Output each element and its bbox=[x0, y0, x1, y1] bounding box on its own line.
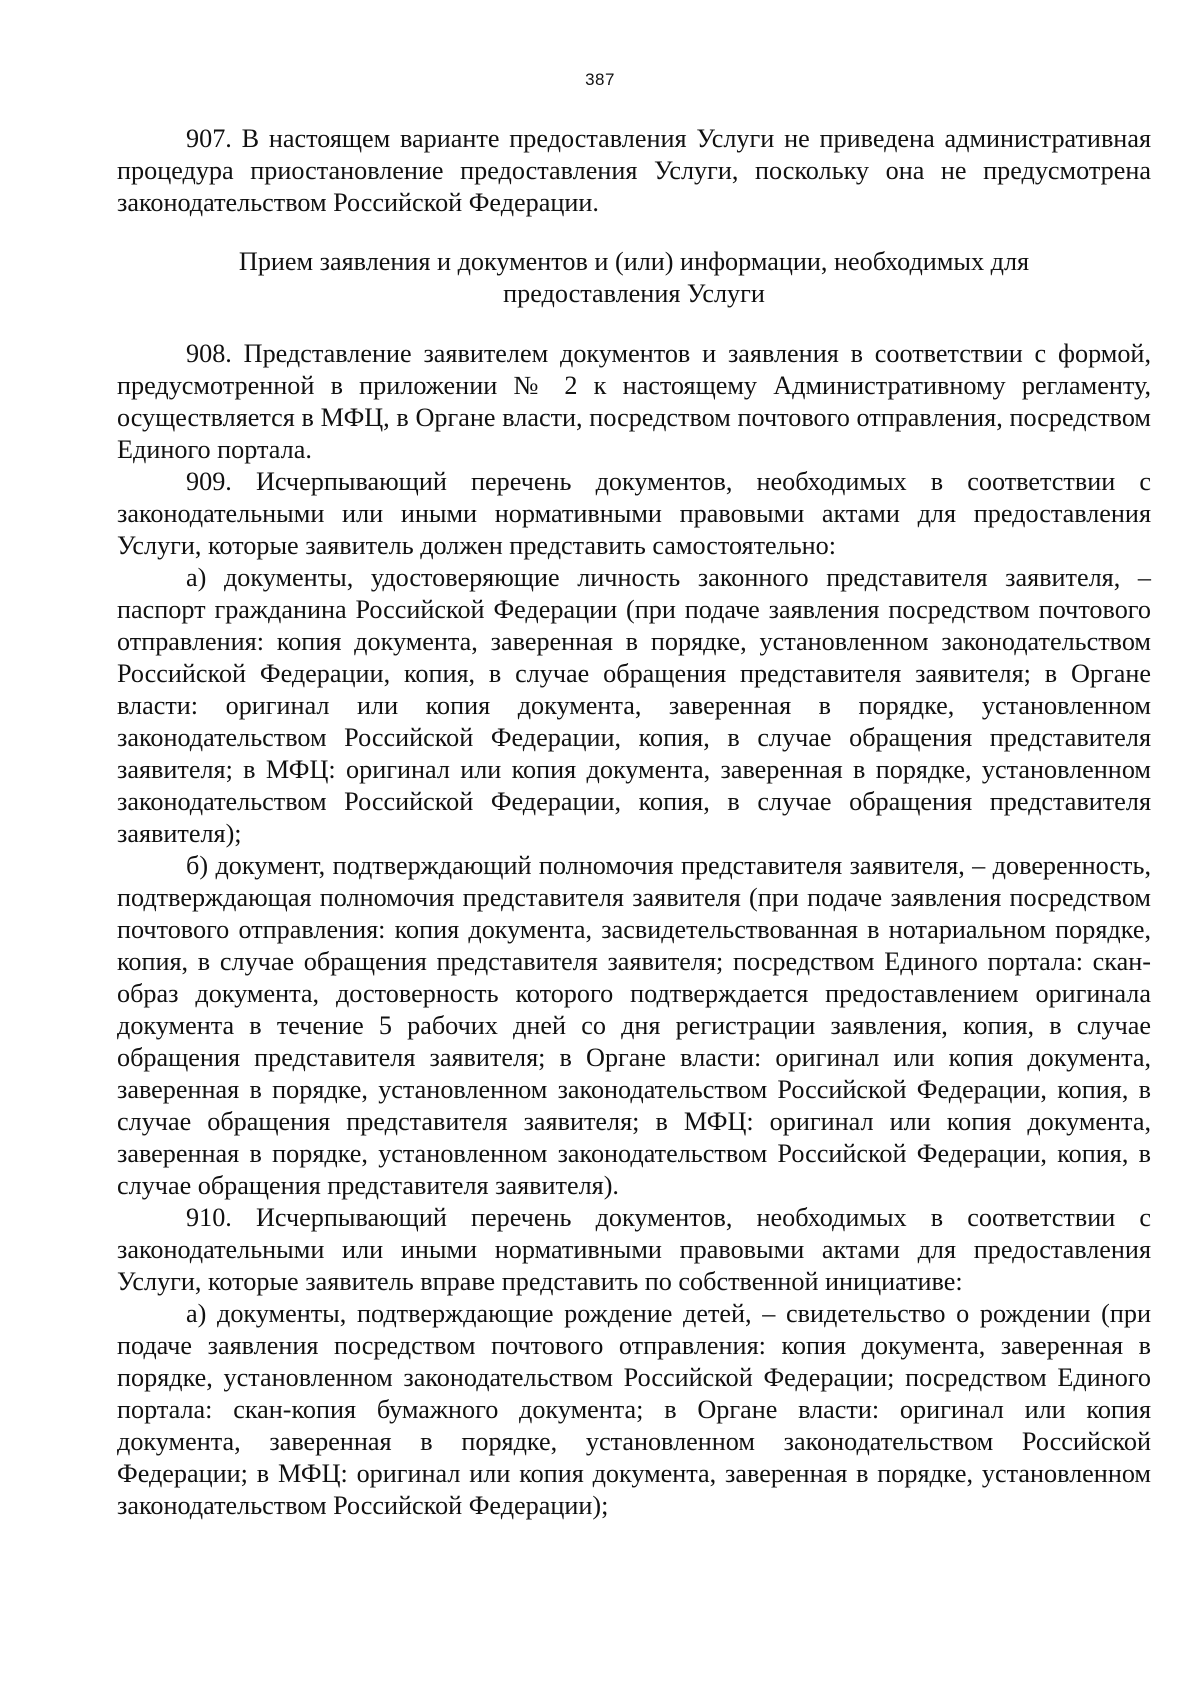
paragraph-910: 910. Исчерпывающий перечень документов, необходимых в соответствии с законодательными или иными нормативными правовыми актами для предоставления Услуги, которые заявитель вправе представить по собственной инициативе: bbox=[117, 1203, 1151, 1296]
page-number: 387 bbox=[585, 70, 615, 89]
paragraph-910-a: а) документы, подтверждающие рождение детей, – свидетельство о рождении (при подаче заявления посредством почтового отправления: копия документа, заверенная в порядке, установленном законодательством Российской Федерации; посредством Единого портала: скан-копия бумажного документа; в Органе власти: оригинал или копия документа, заверенная в порядке, установленном законодательством Российской Федерации; в МФЦ: оригинал или копия документа, заверенная в порядке, установленном законодательством Российской Федерации); bbox=[117, 1299, 1151, 1520]
paragraph-909-a: а) документы, удостоверяющие личность законного представителя заявителя, – паспорт гражданина Российской Федерации (при подаче заявления посредством почтового отправления: копия документа, заверенная в порядке, установленном законодательством Российской Федерации, копия, в случае обращения представителя заявителя; в Органе власти: оригинал или копия документа, заверенная в порядке, установленном законодательством Российской Федерации, копия, в случае обращения представителя заявителя; в МФЦ: оригинал или копия документа, заверенная в порядке, установленном законодательством Российской Федерации, копия, в случае обращения представителя заявителя); bbox=[117, 563, 1151, 848]
paragraph-909-b: б) документ, подтверждающий полномочия представителя заявителя, – доверенность, подтверждающая полномочия представителя заявителя (при подаче заявления посредством почтового отправления: копия документа, засвидетельствованная в нотариальном порядке, копия, в случае обращения представителя заявителя; посредством Единого портала: скан-образ документа, достоверность которого подтверждается предоставлением оригинала документа в течение 5 рабочих дней со дня регистрации заявления, копия, в случае обращения представителя заявителя; в Органе власти: оригинал или копия документа, заверенная в порядке, установленном законодательством Российской Федерации, копия, в случае обращения представителя заявителя; в МФЦ: оригинал или копия документа, заверенная в порядке, установленном законодательством Российской Федерации, копия, в случае обращения представителя заявителя). bbox=[117, 851, 1151, 1200]
paragraph-907: 907. В настоящем варианте предоставления Услуги не приведена административная процедура приостановление предоставления Услуги, поскольку она не предусмотрена законодательством Российской Федерации. bbox=[117, 124, 1151, 217]
paragraph-908: 908. Представление заявителем документов и заявления в соответствии с формой, предусмотренной в приложении № 2 к настоящему Административному регламенту, осуществляется в МФЦ, в Органе власти, посредством почтового отправления, посредством Единого портала. bbox=[117, 339, 1151, 464]
document-body bbox=[117, 123, 1151, 1522]
paragraph-909: 909. Исчерпывающий перечень документов, необходимых в соответствии с законодательными или иными нормативными правовыми актами для предоставления Услуги, которые заявитель должен представить самостоятельно: bbox=[117, 467, 1151, 560]
section-heading: Прием заявления и документов и (или) информации, необходимых для предоставления Услуги bbox=[238, 247, 1030, 308]
